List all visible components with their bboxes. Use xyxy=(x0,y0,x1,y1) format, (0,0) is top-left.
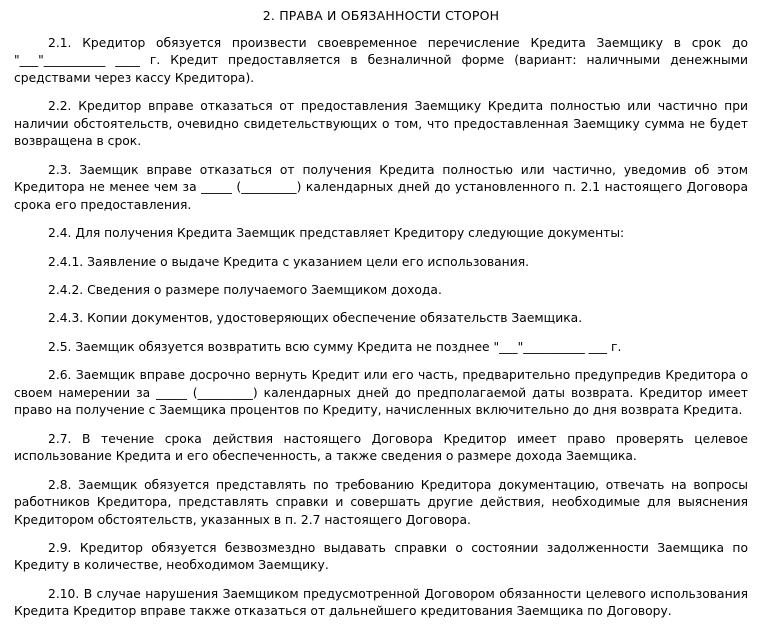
paragraph-2-8: 2.8. Заемщик обязуется представлять по требованию Кредитора документацию, отвечать на вопросы работников Кредитора, представлять справки и совершать другие действия, необходимые для выяснения Кредитором обстоятельств, указанных в п. 2.7 настоящего Договора. xyxy=(14,477,748,527)
paragraph-2-6: 2.6. Заемщик вправе досрочно вернуть Кредит или его часть, предварительно предупредив Кредитора о своем намерении за _____ (_________) календарных дней до предполагаемой даты возврата. Кредитор имеет право на получение с Заемщика процентов по Кредиту, начисленных включительно до дня возврата Кредита. xyxy=(14,368,748,418)
paragraph-2-4: 2.4. Для получения Кредита Заемщик представляет Кредитору следующие документы: xyxy=(48,226,625,241)
paragraph-2-10: 2.10. В случае нарушения Заемщиком предусмотренной Договором обязанности целевого использования Кредита Кредитор вправе также отказаться от дальнейшего кредитования Заемщика по Договору. xyxy=(14,586,748,619)
paragraph-2-7: 2.7. В течение срока действия настоящего Договора Кредитор имеет право проверять целевое использование Кредита и его обеспеченность, а также сведения о размере дохода Заемщика. xyxy=(14,431,748,464)
paragraph-2-9: 2.9. Кредитор обязуется безвозмездно выдавать справки о состоянии задолженности Заемщика по Кредиту в количестве, необходимом Заемщику. xyxy=(14,540,748,573)
paragraph-2-3: 2.3. Заемщик вправе отказаться от получения Кредита полностью или частично, уведомив об этом Кредитора не менее чем за _____ (_________) календарных дней до установленного п. 2.1 настоящего Договора срока его предоставления. xyxy=(14,162,748,212)
paragraph-2-1: 2.1. Кредитор обязуется произвести своевременное перечисление Кредита Заемщику в срок до "___"__________ ____ г. Кредит предоставляется в безналичной форме (вариант: наличными денежными средствами через кассу Кредитора). xyxy=(14,36,748,85)
paragraph-2-4-1: 2.4.1. Заявление о выдаче Кредита с указанием цели его использования. xyxy=(48,254,529,269)
page-title: 2. ПРАВА И ОБЯЗАННОСТИ СТОРОН xyxy=(262,8,500,23)
paragraph-2-4-3: 2.4.3. Копии документов, удостоверяющих обеспечение обязательств Заемщика. xyxy=(48,311,583,326)
paragraph-2-5: 2.5. Заемщик обязуется возвратить всю сумму Кредита не позднее "___"__________ ___ г. xyxy=(48,339,622,354)
paragraph-2-2: 2.2. Кредитор вправе отказаться от предоставления Заемщику Кредита полностью или частично при наличии обстоятельств, очевидно свидетельствующих о том, что предоставленная Заемщику сумма не будет возвращена в срок. xyxy=(14,99,748,149)
paragraph-2-4-2: 2.4.2. Сведения о размере получаемого Заемщиком дохода. xyxy=(48,282,442,297)
